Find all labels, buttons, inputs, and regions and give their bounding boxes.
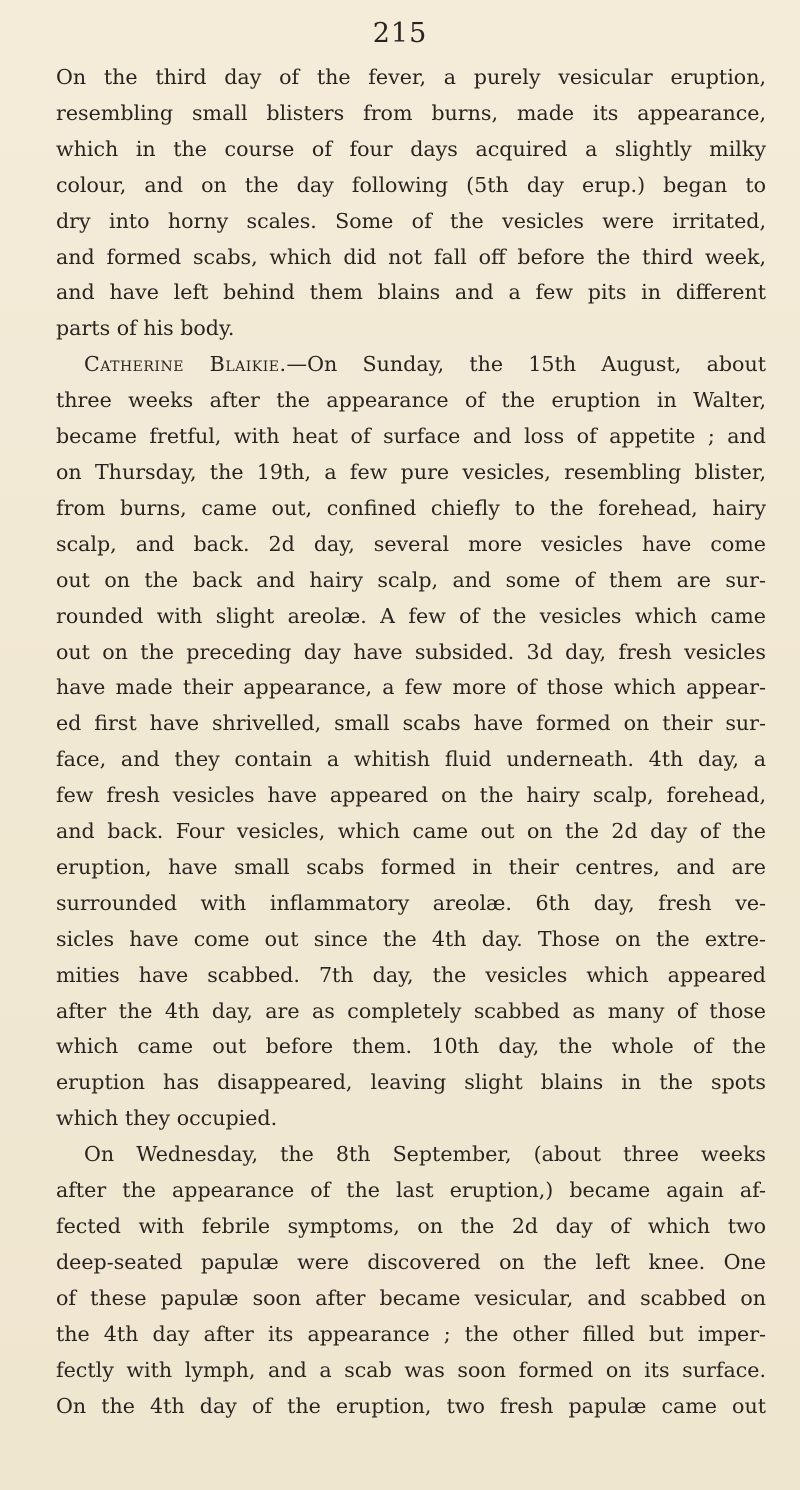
text-line: out on the back and hairy scalp, and some of them are sur- xyxy=(56,567,766,592)
text-line: on Thursday, the 19th, a few pure vesicles, resembling blister, xyxy=(56,459,766,484)
text-line: face, and they contain a whitish fluid underneath. 4th day, a xyxy=(56,747,766,772)
text-line: fected with febrile symptoms, on the 2d day of which two xyxy=(56,1214,766,1238)
text-line: sicles have come out since the 4th day. Those on the extre- xyxy=(56,926,766,951)
text-line: after the 4th day, are as completely scabbed as many of those xyxy=(56,998,766,1023)
text-line: and have left behind them blains and a few pits in different xyxy=(56,280,766,305)
text-line: parts of his body. xyxy=(56,316,235,341)
text-line: On the third day of the fever, a purely vesicular eruption, xyxy=(56,65,766,89)
text-line: On the 4th day of the eruption, two fresh papulæ came out xyxy=(56,1393,766,1418)
text-line: ed first have shrivelled, small scabs have formed on their sur- xyxy=(56,711,766,736)
text-line: which in the course of four days acquired a slightly milky xyxy=(56,136,766,161)
text-line: resembling small blisters from burns, made its appearance, xyxy=(56,100,766,125)
text-line: of these papulæ soon after became vesicular, and scabbed on xyxy=(56,1285,766,1310)
text-line: —On Sunday, the 15th August, about xyxy=(286,352,766,377)
text-line: colour, and on the day following (5th day erup.) began to xyxy=(56,172,766,197)
text-line: after the appearance of the last eruption,) became again af- xyxy=(56,1178,766,1203)
text-line: eruption has disappeared, leaving slight blains in the spots xyxy=(56,1070,766,1095)
text-line: On Wednesday, the 8th September, (about three weeks xyxy=(84,1142,766,1167)
page-number: 215 xyxy=(372,18,428,49)
text-line: mities have scabbed. 7th day, the vesicles which appeared xyxy=(56,962,766,987)
paragraph-opening-line xyxy=(56,347,766,383)
text-line: few fresh vesicles have appeared on the hairy scalp, forehead, xyxy=(56,783,766,808)
patient-name: Catherine Blaikie. xyxy=(84,352,287,377)
text-line: which they occupied. xyxy=(56,1106,278,1131)
text-line: dry into horny scales. Some of the vesicles were irritated, xyxy=(56,208,766,233)
text-line: the 4th day after its appearance ; the other filled but imper- xyxy=(56,1321,766,1346)
text-line: out on the preceding day have subsided. 3d day, fresh vesicles xyxy=(56,639,766,664)
text-line: have made their appearance, a few more of those which appear- xyxy=(56,675,766,700)
text-line: and formed scabs, which did not fall off before the third week, xyxy=(56,244,766,269)
text-line: scalp, and back. 2d day, several more vesicles have come xyxy=(56,531,766,556)
text-line: fectly with lymph, and a scab was soon formed on its surface. xyxy=(56,1357,766,1382)
text-line: three weeks after the appearance of the eruption in Walter, xyxy=(56,388,766,413)
text-line: became fretful, with heat of surface and loss of appetite ; and xyxy=(56,424,766,449)
text-line: and back. Four vesicles, which came out on the 2d day of the xyxy=(56,819,766,844)
text-line: surrounded with inflammatory areolæ. 6th day, fresh ve- xyxy=(56,890,766,915)
text-line: which came out before them. 10th day, the whole of the xyxy=(56,1034,766,1059)
body-text xyxy=(56,60,766,1424)
text-line: eruption, have small scabs formed in their centres, and are xyxy=(56,854,766,879)
text-line: deep-seated papulæ were discovered on the left knee. One xyxy=(56,1249,766,1274)
text-line: rounded with slight areolæ. A few of the vesicles which came xyxy=(56,603,766,628)
text-line: from burns, came out, confined chiefly to the forehead, hairy xyxy=(56,495,766,520)
